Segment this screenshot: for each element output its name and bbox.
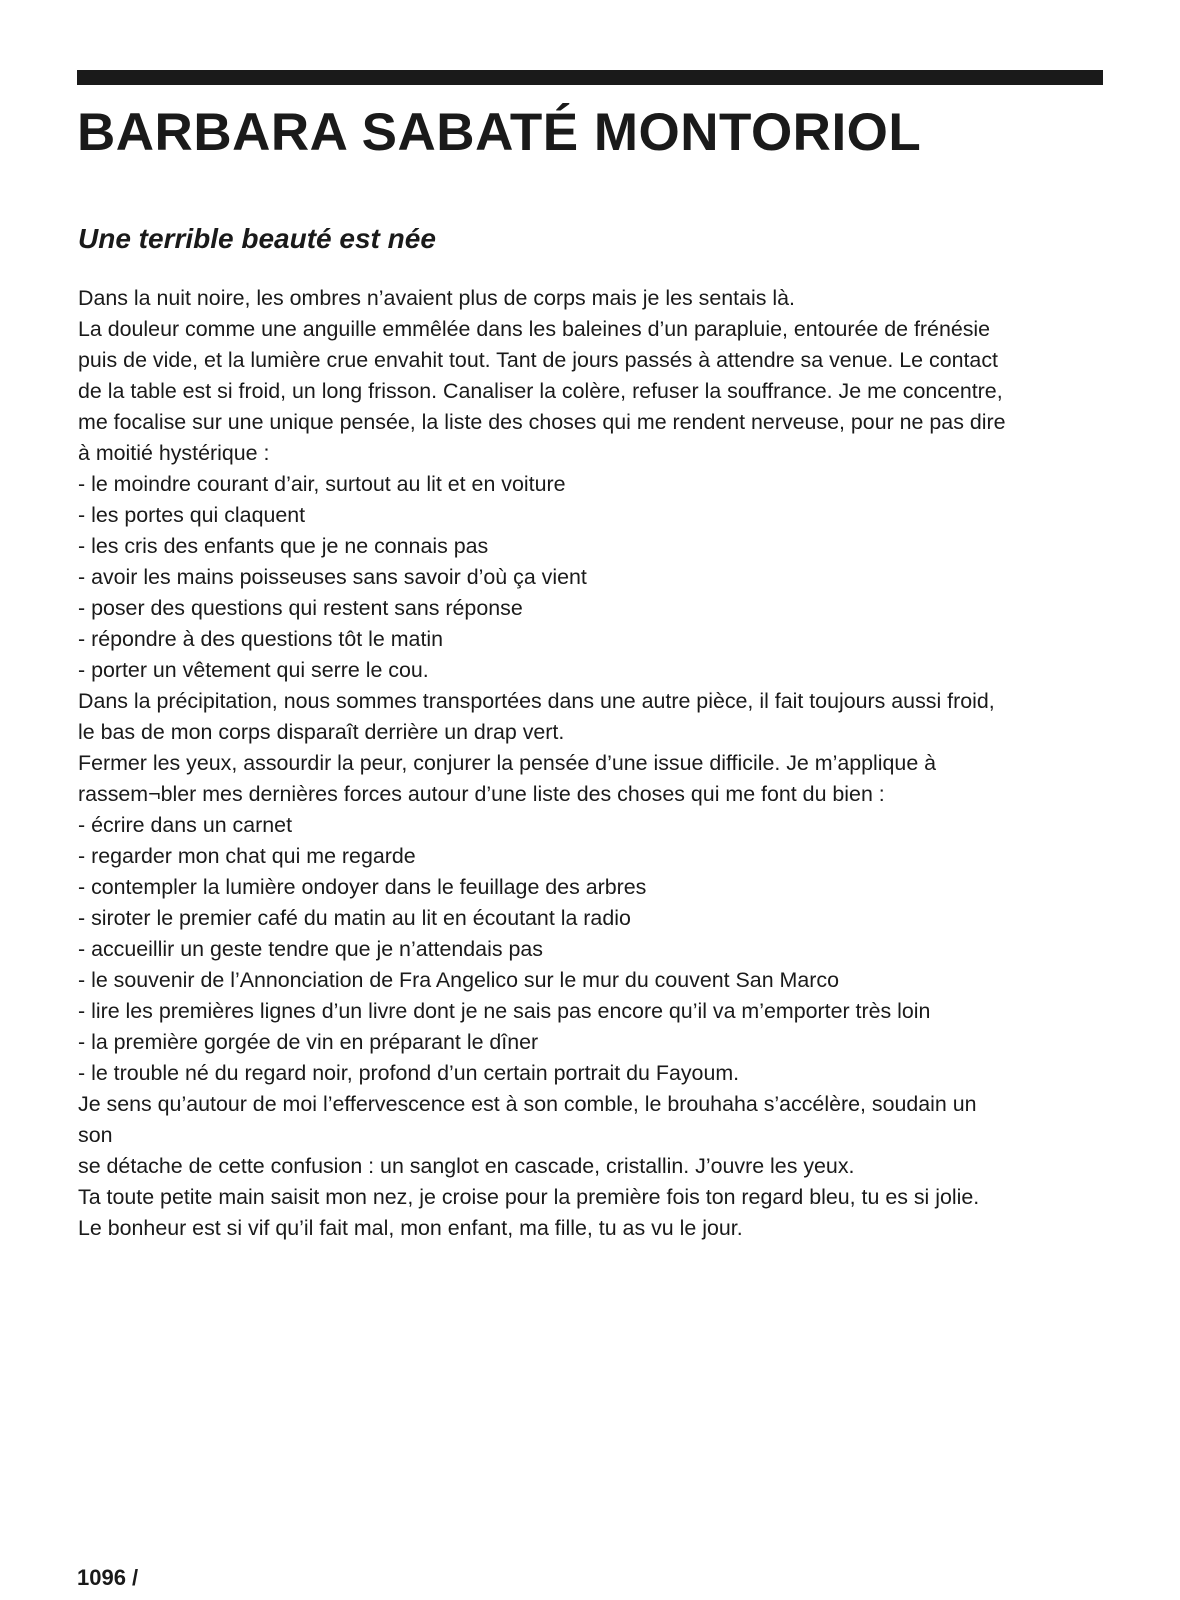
text-line: le bas de mon corps disparaît derrière un drap vert. xyxy=(78,720,565,744)
text-line: Je sens qu’autour de moi l’effervescence est à son comble, le brouhaha s’accélère, soudain un xyxy=(78,1092,977,1116)
text-line: rassem¬bler mes dernières forces autour d’une liste des choses qui me font du bien : xyxy=(78,782,885,806)
text-line: - la première gorgée de vin en préparant le dîner xyxy=(78,1030,539,1054)
text-line: Ta toute petite main saisit mon nez, je croise pour la première fois ton regard bleu, tu es si jolie. xyxy=(78,1185,980,1209)
text-line: - avoir les mains poisseuses sans savoir d’où ça vient xyxy=(78,565,587,589)
page-number: 1096 / xyxy=(77,1565,139,1590)
text-line: - regarder mon chat qui me regarde xyxy=(78,844,416,868)
author-name: BARBARA SABATÉ MONTORIOL xyxy=(77,103,922,162)
text-line: à moitié hystérique : xyxy=(78,441,270,465)
text-line: - les portes qui claquent xyxy=(78,503,306,527)
text-line: - répondre à des questions tôt le matin xyxy=(78,627,444,651)
text-line: - le trouble né du regard noir, profond d’un certain portrait du Fayoum. xyxy=(78,1061,740,1085)
text-line: Dans la précipitation, nous sommes transportées dans une autre pièce, il fait toujours aussi froid, xyxy=(78,689,995,713)
text-line: se détache de cette confusion : un sanglot en cascade, cristallin. J’ouvre les yeux. xyxy=(78,1154,855,1178)
text-line: - lire les premières lignes d’un livre dont je ne sais pas encore qu’il va m’emporter très loin xyxy=(78,999,931,1023)
text-line: - le souvenir de l’Annonciation de Fra Angelico sur le mur du couvent San Marco xyxy=(78,968,839,992)
text-line: de la table est si froid, un long frisson. Canaliser la colère, refuser la souffrance. Je me concentre, xyxy=(78,379,1003,403)
text-line: - poser des questions qui restent sans réponse xyxy=(78,596,523,620)
text-line: Fermer les yeux, assourdir la peur, conjurer la pensée d’une issue difficile. Je m’applique à xyxy=(78,751,937,775)
text-line: La douleur comme une anguille emmêlée dans les baleines d’un parapluie, entourée de frénésie xyxy=(78,317,991,341)
text-line: Le bonheur est si vif qu’il fait mal, mon enfant, ma fille, tu as vu le jour. xyxy=(78,1216,743,1240)
text-line: son xyxy=(78,1123,113,1147)
text-line: - écrire dans un carnet xyxy=(78,813,293,837)
text-line: - porter un vêtement qui serre le cou. xyxy=(78,658,429,682)
text-line: - siroter le premier café du matin au lit en écoutant la radio xyxy=(78,906,631,930)
body-text xyxy=(78,283,1108,1244)
text-line: puis de vide, et la lumière crue envahit tout. Tant de jours passés à attendre sa venue. Le contact xyxy=(78,348,998,372)
top-divider xyxy=(77,70,1103,85)
text-line: - le moindre courant d’air, surtout au lit et en voiture xyxy=(78,472,566,496)
text-line: - accueillir un geste tendre que je n’attendais pas xyxy=(78,937,543,961)
text-line: - contempler la lumière ondoyer dans le feuillage des arbres xyxy=(78,875,647,899)
text-line: me focalise sur une unique pensée, la liste des choses qui me rendent nerveuse, pour ne pas dire xyxy=(78,410,1006,434)
text-line: Dans la nuit noire, les ombres n’avaient plus de corps mais je les sentais là. xyxy=(78,286,795,310)
text-line: - les cris des enfants que je ne connais pas xyxy=(78,534,489,558)
piece-title: Une terrible beauté est née xyxy=(78,223,436,254)
